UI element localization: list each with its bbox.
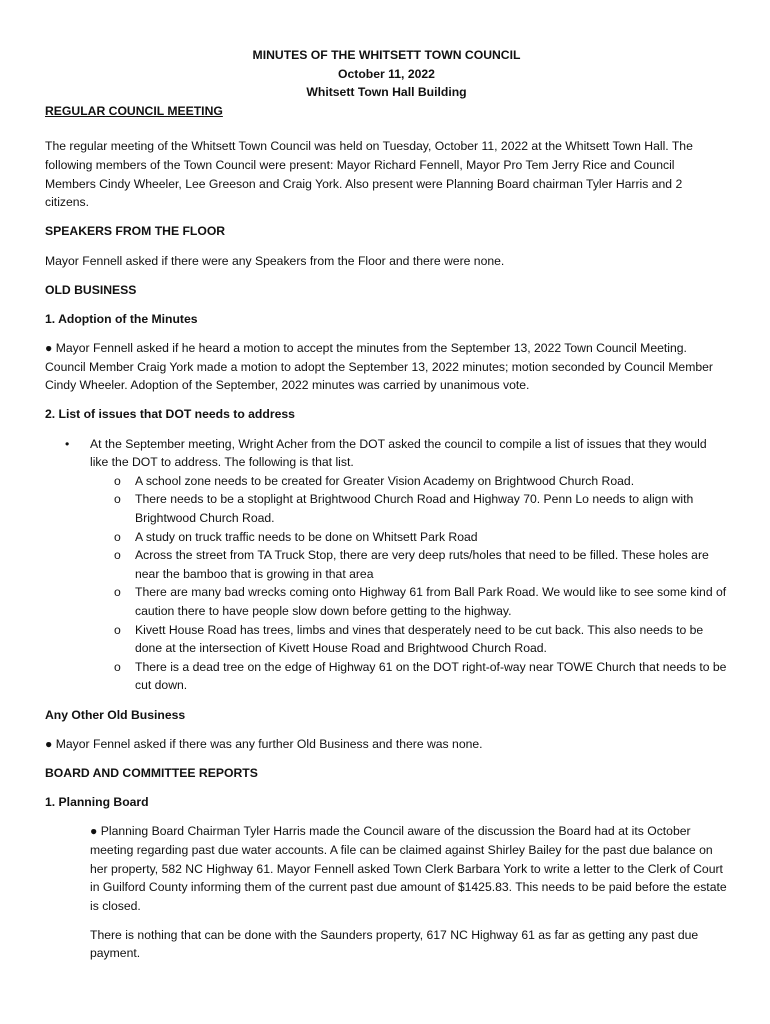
issue-text: Across the street from TA Truck Stop, there are very deep ruts/holes that need to be filled. These holes are near the bamboo that is growing in that area bbox=[135, 548, 709, 581]
issue-text: Kivett House Road has trees, limbs and vines that desperately need to be cut back. This also needs to be done at the intersection of Kivett House Road and Brightwood Church Road. bbox=[135, 622, 704, 656]
meeting-type-heading: REGULAR COUNCIL MEETING bbox=[45, 103, 223, 118]
circle-bullet-icon: o bbox=[114, 473, 121, 488]
dot-issues-heading: 2. List of issues that DOT needs to address bbox=[45, 407, 295, 422]
issue-item bbox=[90, 490, 728, 527]
other-old-business-text: ● Mayor Fennel asked if there was any further Old Business and there was none. bbox=[45, 736, 483, 751]
old-business-heading: OLD BUSINESS bbox=[45, 282, 137, 297]
circle-bullet-icon: o bbox=[114, 492, 121, 507]
issue-text: There needs to be a stoplight at Brightwood Church Road and Highway 70. Penn Lo needs to align with Brightwood Church Road. bbox=[135, 492, 694, 526]
document-title: MINUTES OF THE WHITSETT TOWN COUNCIL bbox=[252, 48, 521, 62]
planning-board-heading: 1. Planning Board bbox=[45, 795, 149, 810]
issue-item bbox=[90, 583, 728, 620]
meeting-date: October 11, 2022 bbox=[338, 66, 435, 81]
issue-text: There are many bad wrecks coming onto Highway 61 from Ball Park Road. We would like to see some kind of caution there to have people slow down before getting to the highway. bbox=[135, 585, 727, 618]
issue-text: A school zone needs to be created for Greater Vision Academy on Brightwood Church Road. bbox=[135, 473, 635, 488]
minutes-document bbox=[45, 46, 728, 963]
reports-heading: BOARD AND COMMITTEE REPORTS bbox=[45, 765, 258, 780]
issue-sublist bbox=[90, 472, 728, 695]
circle-bullet-icon: o bbox=[114, 585, 121, 600]
issue-item bbox=[90, 621, 728, 658]
planning-board-text: ● Planning Board Chairman Tyler Harris made the Council aware of the discussion the Board had at its October meeting regarding past due water accounts. A file can be claimed against Shirley Bailey for the past due balance on her property, 582 NC Highway 61. Mayor Fennell asked Town Clerk Barbara York to write a letter to the Clerk of Court in Guilford County informing them of the current past due amount of $1425.83. This needs to be paid before the estate is closed. bbox=[90, 824, 727, 913]
issue-text: There is a dead tree on the edge of Highway 61 on the DOT right-of-way near TOWE Church that needs to be cut down. bbox=[135, 659, 727, 693]
bullet-icon: • bbox=[65, 436, 70, 451]
speakers-text: Mayor Fennell asked if there were any Speakers from the Floor and there were none. bbox=[45, 253, 505, 268]
issue-item bbox=[90, 658, 728, 695]
dot-intro-text: At the September meeting, Wright Acher from the DOT asked the council to compile a list of issues that they would like the DOT to address. The following is that list. bbox=[90, 436, 707, 470]
minutes-adoption-heading: 1. Adoption of the Minutes bbox=[45, 311, 198, 326]
issue-text: A study on truck traffic needs to be done on Whitsett Park Road bbox=[135, 529, 478, 544]
saunders-property-text: There is nothing that can be done with the Saunders property, 617 NC Highway 61 as far as getting any past due payment. bbox=[90, 927, 699, 961]
minutes-adoption-text: ● Mayor Fennell asked if he heard a motion to accept the minutes from the September 13, 2022 Town Council Meeting. Council Member Craig York made a motion to adopt the September 13, 2022 minutes; motion seconded by Council Member Cindy Wheeler. Adoption of the September, 2022 minutes was carried by unanimous vote. bbox=[45, 341, 713, 393]
issue-item bbox=[90, 546, 728, 583]
meeting-location: Whitsett Town Hall Building bbox=[306, 85, 467, 100]
issue-item bbox=[90, 528, 728, 547]
circle-bullet-icon: o bbox=[114, 659, 121, 674]
circle-bullet-icon: o bbox=[114, 622, 121, 637]
circle-bullet-icon: o bbox=[114, 529, 121, 544]
issue-item bbox=[90, 472, 728, 491]
circle-bullet-icon: o bbox=[114, 548, 121, 563]
other-old-business-heading: Any Other Old Business bbox=[45, 707, 186, 722]
list-item bbox=[45, 435, 728, 695]
intro-paragraph: The regular meeting of the Whitsett Town Council was held on Tuesday, October 11, 2022 at the Whitsett Town Hall. The following members of the Town Council were present: Mayor Richard Fennell, Mayor Pro Tem Jerry Rice and Council Members Cindy Wheeler, Lee Greeson and Craig York. Also present were Planning Board chairman Tyler Harris and 2 citizens. bbox=[45, 139, 693, 210]
dot-issues-list bbox=[45, 435, 728, 695]
speakers-heading: SPEAKERS FROM THE FLOOR bbox=[45, 224, 226, 239]
